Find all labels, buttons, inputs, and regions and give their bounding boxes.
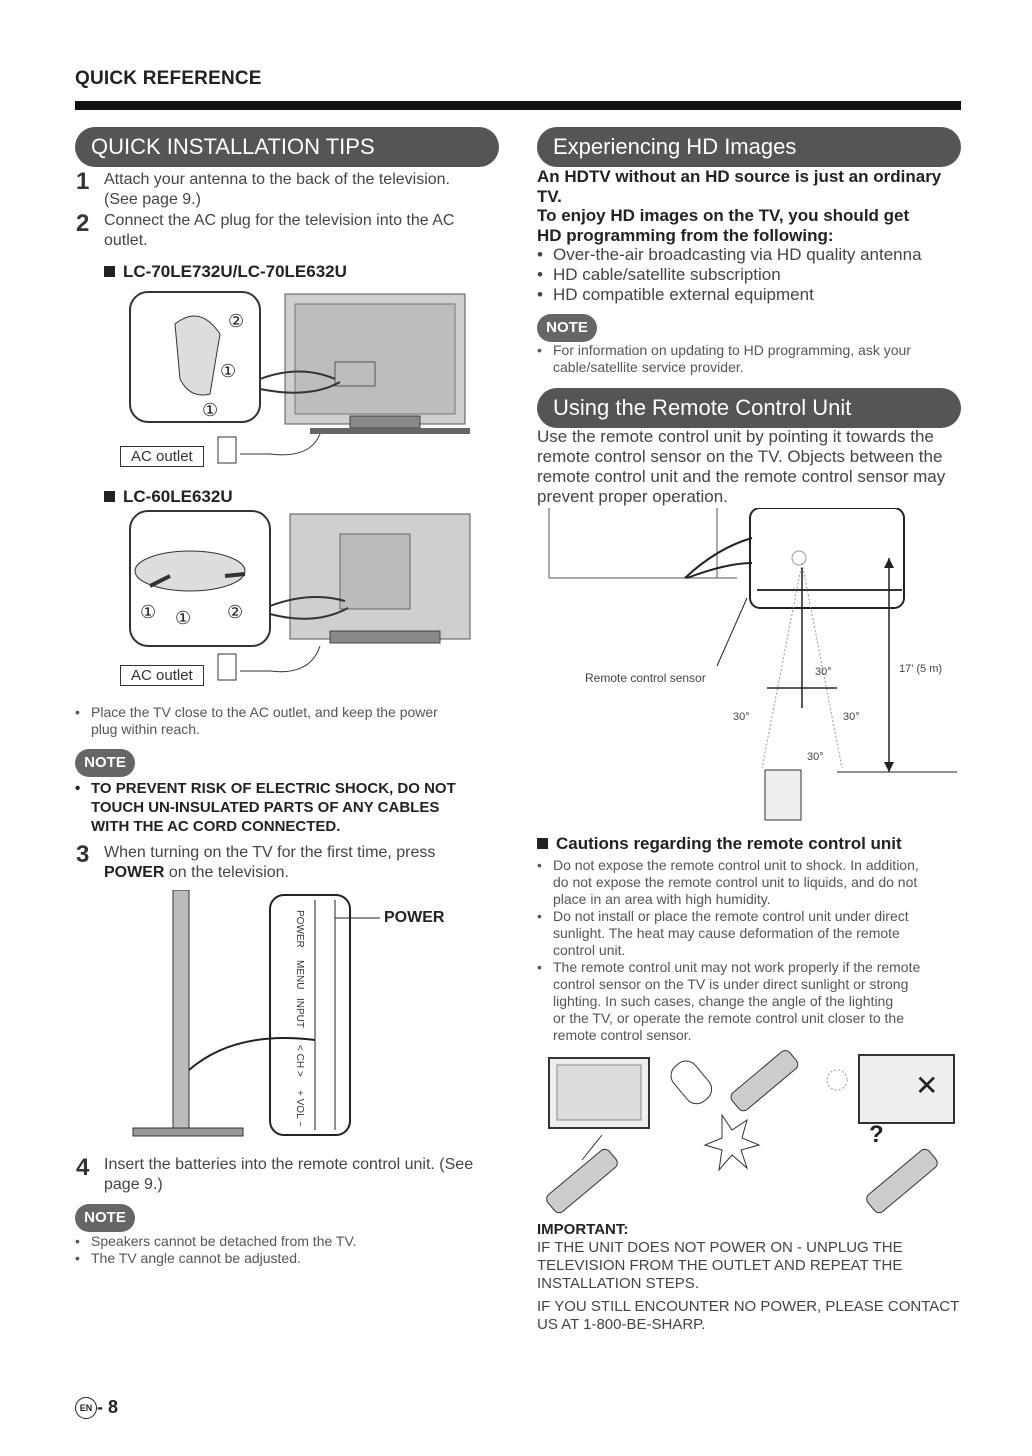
quick-installation-banner: QUICK INSTALLATION TIPS — [75, 127, 499, 167]
angle-right: 30° — [843, 711, 860, 723]
language-badge: EN — [75, 1397, 97, 1419]
model-heading-60: LC-60LE632U — [104, 487, 233, 507]
remote-range-diagram — [537, 508, 961, 823]
hd-heading-1: An HDTV without an HD source is just an ordinary TV. — [537, 167, 942, 206]
remote-control-banner: Using the Remote Control Unit — [537, 388, 961, 428]
step-4-text: Insert the batteries into the remote control unit. (See page 9.) — [104, 1156, 474, 1193]
panel-input-label: INPUT — [294, 998, 305, 1028]
step-4-number: 4 — [76, 1154, 90, 1181]
step-1-text: Attach your antenna to the back of the television. (See page 9.) — [104, 171, 450, 208]
cautions-illustration — [537, 1050, 961, 1215]
svg-text:①: ① — [175, 608, 192, 628]
tv-60-connection-figure — [110, 506, 480, 691]
cautions-list: • Do not expose the remote control unit to shock. In addition, do not expose the remote control unit to liquids, and do not place in an area with high humidity. • Do not install or place the remote control unit under direct sunlight. The heat may cause deformation of the remote control unit. • The remote control unit may not work properly if the remote control sensor on the TV is under direct sunlight or strong lighting. In such cases, change the angle of the lighting or the TV, or operate the remote control unit closer to the remote control sensor. — [537, 857, 921, 1043]
step-3-number: 3 — [76, 841, 90, 868]
svg-text:✕: ✕ — [915, 1070, 939, 1101]
hd-images-banner: Experiencing HD Images — [537, 127, 961, 167]
place-tv-note: • Place the TV close to the AC outlet, and keep the power plug within reach. — [75, 704, 438, 737]
sensor-label: Remote control sensor — [585, 671, 706, 685]
angle-bottom: 30° — [807, 751, 824, 763]
power-callout: POWER — [384, 909, 445, 926]
cautions-title: Cautions regarding the remote control unit — [537, 834, 902, 854]
angle-left: 30° — [733, 711, 750, 723]
header-rule — [75, 101, 961, 110]
hd-source-list: • Over-the-air broadcasting via HD quality antenna • HD cable/satellite subscription • HD compatible external equipment — [537, 245, 922, 304]
svg-text:①: ① — [220, 361, 237, 381]
panel-ch-label: < CH > — [294, 1045, 305, 1077]
power-button-figure — [125, 890, 465, 1140]
remote-intro: Use the remote control unit by pointing it towards the remote control sensor on the TV. Objects between the remote control unit and the remote control sensor may prevent proper operation. — [537, 427, 946, 506]
left-notes: • Speakers cannot be detached from the TV. • The TV angle cannot be adjusted. — [75, 1233, 357, 1266]
svg-text:②: ② — [228, 311, 245, 331]
model-heading-70: LC-70LE732U/LC-70LE632U — [104, 262, 347, 282]
important-text-2: IF YOU STILL ENCOUNTER NO POWER, PLEASE CONTACT US AT 1-800-BE-SHARP. — [537, 1298, 960, 1333]
svg-text:?: ? — [869, 1121, 884, 1148]
step-2-number: 2 — [76, 210, 90, 237]
hd-note: • For information on updating to HD programming, ask your cable/satellite service provider. — [537, 342, 911, 375]
svg-text:①: ① — [202, 400, 219, 420]
step-3-text: When turning on the TV for the first time, press POWER on the television. — [104, 844, 436, 881]
ac-outlet-label-2: AC outlet — [120, 665, 204, 686]
step-1-number: 1 — [76, 168, 90, 195]
important-text-1: IF THE UNIT DOES NOT POWER ON - UNPLUG THE TELEVISION FROM THE OUTLET AND REPEAT THE INSTALLATION STEPS. — [537, 1239, 903, 1292]
svg-text:①: ① — [140, 602, 157, 622]
step-2-text: Connect the AC plug for the television into the AC outlet. — [104, 212, 455, 249]
distance-label: 17' (5 m) — [899, 663, 943, 675]
note-badge-right: NOTE — [537, 314, 597, 342]
ac-outlet-label-1: AC outlet — [120, 446, 204, 467]
shock-warning: • TO PREVENT RISK OF ELECTRIC SHOCK, DO NOT TOUCH UN-INSULATED PARTS OF ANY CABLES WITH THE AC CORD CONNECTED. — [75, 780, 456, 835]
page-number: EN - 8 — [75, 1397, 118, 1419]
panel-power-label: POWER — [294, 910, 305, 948]
hd-heading-2: To enjoy HD images on the TV, you should get HD programming from the following: — [537, 206, 910, 245]
note-badge-left-2: NOTE — [75, 1204, 135, 1232]
page-header: QUICK REFERENCE — [75, 68, 262, 89]
svg-text:②: ② — [227, 602, 244, 622]
angle-top: 30° — [815, 666, 832, 678]
note-badge-left-1: NOTE — [75, 749, 135, 777]
important-title: IMPORTANT: — [537, 1221, 629, 1238]
panel-vol-label: + VOL − — [294, 1090, 305, 1127]
panel-menu-label: MENU — [294, 960, 305, 990]
